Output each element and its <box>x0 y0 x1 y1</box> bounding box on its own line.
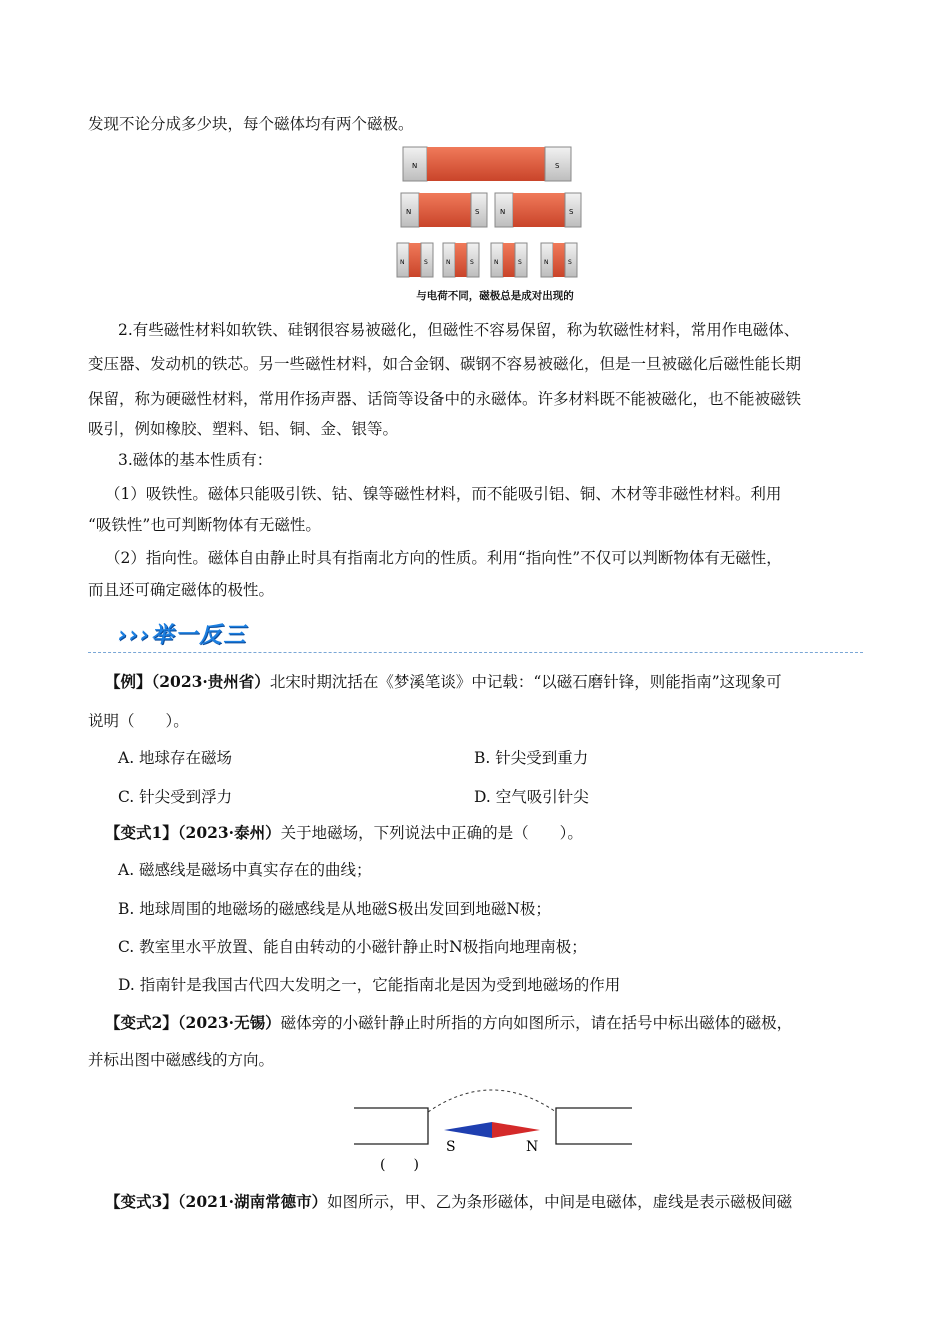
pole-n-label: N <box>500 208 506 216</box>
needle-s-label: S <box>446 1139 456 1155</box>
variant3-stem <box>105 1192 885 1212</box>
needle-n-label: N <box>526 1139 539 1155</box>
magnet-split-figure <box>395 143 595 283</box>
prop1-line-2: “吸铁性”也可判断物体有无磁性。 <box>88 516 321 534</box>
variant1-option-b: B. 地球周围的地磁场的磁感线是从地磁S极出发回到地磁N极； <box>118 900 551 918</box>
pole-answer-bracket[interactable]: ( ) <box>380 1157 419 1172</box>
example-stem-1 <box>105 672 885 692</box>
pole-s-label: S <box>569 208 574 216</box>
example-tag: 【例】 <box>105 672 152 691</box>
pole-n-label: N <box>544 259 549 266</box>
variant3-source: （2021·湖南常德市） <box>177 1192 328 1211</box>
variant3-tag: 【变式3】 <box>105 1192 178 1211</box>
pole-s-label: S <box>424 259 428 266</box>
chevron-arrows-icon: ››› <box>118 623 152 648</box>
magnet-quarters <box>397 243 577 277</box>
magnet-needle-diagram <box>350 1088 640 1172</box>
field-line <box>428 1090 556 1112</box>
figure-caption: 与电荷不同，磁极总是成对出现的 <box>416 290 574 302</box>
pole-n-label: N <box>400 259 405 266</box>
para2-line-4: 吸引，例如橡胶、塑料、铝、铜、金、银等。 <box>88 420 399 438</box>
example-option-d: D. 空气吸引针尖 <box>474 788 589 806</box>
intro-line: 发现不论分成多少块，每个磁体均有两个磁极。 <box>88 115 414 133</box>
variant2-stem-text: 磁体旁的小磁针静止时所指的方向如图所示，请在括号中标出磁体的磁极， <box>280 1014 793 1032</box>
prop2-line-2: 而且还可确定磁体的极性。 <box>88 581 275 599</box>
variant1-option-d: D. 指南针是我国古代四大发明之一，它能指南北是因为受到地磁场的作用 <box>118 976 621 994</box>
banner-title: 举一反三 <box>151 623 248 648</box>
variant2-tag: 【变式2】 <box>105 1013 178 1032</box>
para3-title: 3.磁体的基本性质有： <box>118 451 273 469</box>
para2-line-3: 保留，称为硬磁性材料，常用作扬声器、话筒等设备中的永磁体。许多材料既不能被磁化，也不能被磁铁 <box>88 390 802 408</box>
example-stem-text: 北宋时期沈括在《梦溪笔谈》中记载：“以磁石磨针锋，则能指南”这现象可 <box>269 673 782 691</box>
pole-s-label: S <box>518 259 522 266</box>
variant2-source: （2023·无锡） <box>177 1013 281 1032</box>
variant1-option-c: C. 教室里水平放置、能自由转动的小磁针静止时N极指向地理南极； <box>118 938 587 956</box>
variant1-option-a: A. 磁感线是磁场中真实存在的曲线； <box>118 861 372 879</box>
example-stem-2: 说明（ ）。 <box>88 712 189 730</box>
magnet-halves <box>401 193 581 227</box>
para2-line-1: 2.有些磁性材料如软铁、硅钢很容易被磁化，但磁性不容易保留，称为软磁性材料，常用作电磁体、 <box>118 321 800 339</box>
prop1-line-1: （1）吸铁性。磁体只能吸引铁、钴、镍等磁性材料，而不能吸引铝、铜、木材等非磁性材料。利用 <box>105 485 782 503</box>
variant2-stem-1 <box>105 1013 885 1033</box>
pole-s-label: S <box>475 208 480 216</box>
example-option-c: C. 针尖受到浮力 <box>118 788 233 806</box>
pole-n-label: N <box>406 208 412 216</box>
pole-n-label: N <box>412 162 418 170</box>
example-option-b: B. 针尖受到重力 <box>474 749 589 767</box>
pole-n-label: N <box>494 259 499 266</box>
variant3-stem-text: 如图所示，甲、乙为条形磁体，中间是电磁体，虚线是表示磁极间磁 <box>327 1193 793 1211</box>
variant1-tag: 【变式1】 <box>105 823 178 842</box>
variant2-stem-2: 并标出图中磁感线的方向。 <box>88 1051 275 1069</box>
needle-north-half <box>492 1122 540 1138</box>
pole-n-label: N <box>446 259 451 266</box>
section-divider <box>88 652 863 653</box>
example-source: （2023·贵州省） <box>151 672 270 691</box>
right-magnet <box>556 1108 632 1144</box>
needle-south-half <box>444 1122 492 1138</box>
variant1-source: （2023·泰州） <box>177 823 281 842</box>
para2-line-2: 变压器、发动机的铁芯。另一些磁性材料，如合金钢、碳钢不容易被磁化，但是一旦被磁化后磁性能长期 <box>88 355 802 373</box>
pole-s-label: S <box>568 259 572 266</box>
prop2-line-1: （2）指向性。磁体自由静止时具有指南北方向的性质。利用“指向性”不仅可以判断物体有无磁性， <box>105 549 782 567</box>
magnet-whole <box>403 147 571 181</box>
pole-s-label: S <box>470 259 474 266</box>
variant1-stem <box>105 823 885 843</box>
example-option-a: A. 地球存在磁场 <box>118 749 233 767</box>
variant1-stem-text: 关于地磁场，下列说法中正确的是（ ）。 <box>280 824 583 842</box>
left-magnet <box>354 1108 428 1144</box>
pole-s-label: S <box>555 162 560 170</box>
section-banner <box>118 618 247 649</box>
